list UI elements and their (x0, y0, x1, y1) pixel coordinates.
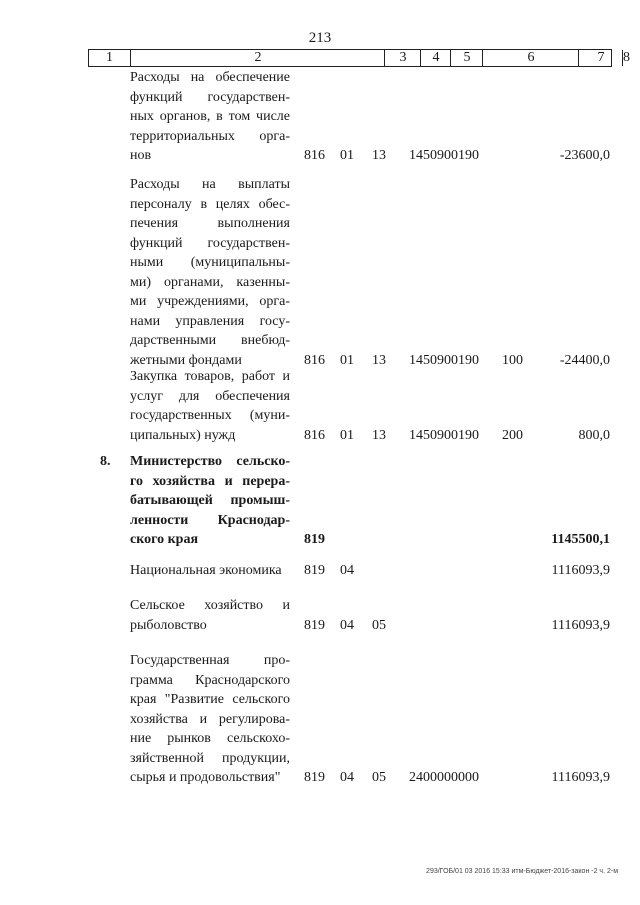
cell-section: 04 (340, 617, 354, 633)
description-line: батывающей промыш- (130, 493, 290, 508)
cell-section: 04 (340, 770, 354, 785)
description-line: го хозяйства и перера- (130, 473, 290, 489)
cell-ministry-code: 819 (304, 532, 325, 547)
cell-subsection: 13 (372, 427, 386, 443)
cell-section: 04 (340, 563, 354, 578)
description-line: персоналу в целях обес- (130, 196, 290, 212)
row-description (130, 452, 290, 550)
description-line: ние рынков сельскохо- (130, 731, 290, 746)
description-line: Государственная про- (130, 653, 290, 668)
row-description (130, 175, 290, 370)
table-header (88, 49, 630, 67)
description-line: Сельское хозяйство и (130, 598, 290, 613)
description-line: функций государствен- (130, 89, 290, 105)
cell-target-article: 1450900190 (409, 148, 479, 163)
cell-ministry-code: 819 (304, 770, 325, 785)
row-description (130, 651, 290, 788)
description-line: ципальных) нужд (130, 427, 236, 443)
cell-amount: 1116093,9 (551, 617, 610, 633)
description-line: территориальных орга- (130, 128, 290, 144)
cell-subsection: 13 (372, 352, 386, 368)
description-line: ленности Краснодар- (130, 512, 290, 528)
footer-note: 293/ГОБ/01 03 2016 15:33 итм-Бюджет-2016-закон -2 ч. 2-м (426, 868, 618, 875)
description-line: края "Развитие сельского (130, 692, 290, 707)
header-col-8: 8 (623, 50, 630, 65)
cell-ministry-code: 816 (304, 352, 325, 368)
header-col-1: 1 (106, 50, 113, 65)
cell-subsection: 05 (372, 617, 386, 633)
cell-ministry-code: 816 (304, 427, 325, 443)
cell-ministry-code: 819 (304, 563, 325, 578)
description-line: нов (130, 148, 152, 163)
cell-ministry-code: 819 (304, 617, 325, 633)
cell-target-article: 2400000000 (409, 770, 479, 785)
cell-expense-type: 100 (502, 352, 523, 368)
description-line: зяйственной продукции, (130, 750, 290, 766)
description-line: ми учреждениями, орга- (130, 294, 290, 309)
cell-amount: 1116093,9 (551, 770, 610, 785)
header-col-2: 2 (130, 50, 385, 66)
row-description (130, 596, 290, 635)
row-description (130, 367, 290, 445)
description-line: нами управления госу- (130, 313, 290, 329)
cell-target-article: 1450900190 (409, 427, 479, 443)
description-line: Закупка товаров, работ и (130, 369, 290, 384)
description-line: хозяйства и регулирова- (130, 711, 290, 727)
description-line: рыболовство (130, 617, 207, 633)
description-line: функций государствен- (130, 235, 290, 251)
cell-amount: -24400,0 (559, 352, 610, 368)
cell-subsection: 05 (372, 770, 386, 785)
description-line: услуг для обеспечения (130, 388, 290, 404)
description-line: Расходы на выплаты (130, 177, 290, 192)
cell-amount: -23600,0 (559, 148, 610, 163)
description-line: грамма Краснодарского (130, 672, 290, 688)
description-line: печения выполнения (130, 216, 290, 231)
header-col-3: 3 (384, 50, 421, 66)
header-col-4: 4 (420, 50, 451, 66)
description-line: Национальная экономика (130, 563, 282, 578)
header-col-7: 7 (578, 50, 623, 66)
cell-section: 01 (340, 427, 354, 443)
description-line: ными (муниципальны- (130, 255, 290, 270)
header-col-6: 6 (482, 50, 579, 66)
description-line: сырья и продовольствия" (130, 770, 281, 785)
description-line: государственных (муни- (130, 408, 290, 423)
row-description (130, 561, 290, 581)
cell-amount: 1116093,9 (551, 563, 610, 578)
cell-section: 01 (340, 352, 354, 368)
row-description (130, 68, 290, 166)
cell-ministry-code: 816 (304, 148, 325, 163)
description-line: дарственными внебюд- (130, 333, 290, 348)
description-line: жетными фондами (130, 352, 242, 368)
cell-section: 01 (340, 148, 354, 163)
description-line: ского края (130, 532, 199, 547)
cell-amount: 800,0 (578, 427, 610, 443)
header-col-5: 5 (450, 50, 483, 66)
row-number: 8. (100, 454, 111, 469)
description-line: ми) органами, казенны- (130, 274, 290, 290)
description-line: ных органов, в том числе (130, 109, 290, 124)
description-line: Расходы на обеспечение (130, 70, 290, 85)
page-number: 213 (308, 30, 332, 46)
cell-amount: 1145500,1 (551, 532, 610, 547)
description-line: Министерство сельско- (130, 454, 290, 469)
cell-subsection: 13 (372, 148, 386, 163)
cell-target-article: 1450900190 (409, 352, 479, 368)
cell-expense-type: 200 (502, 427, 523, 443)
